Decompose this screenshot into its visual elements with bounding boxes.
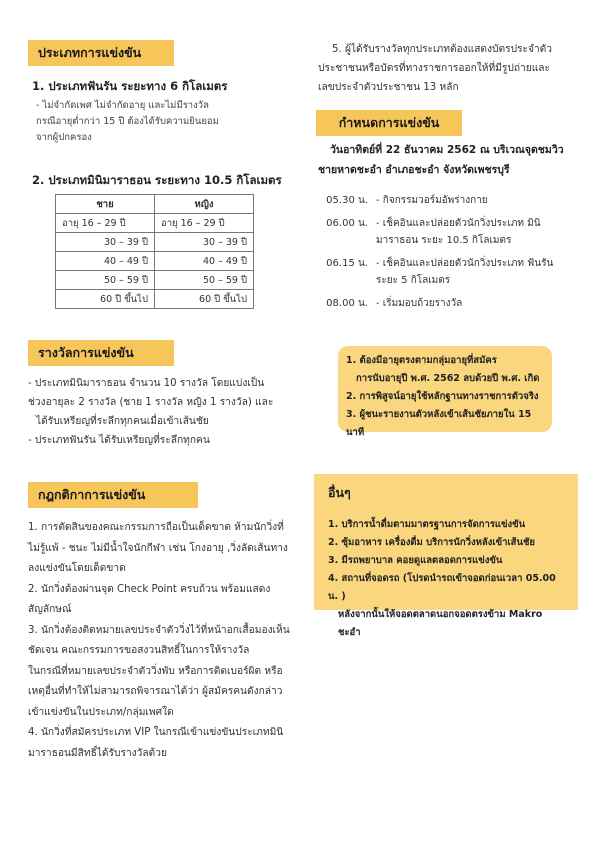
other-info-line: หลังจากนั้นให้จอดตลาดนอกจอดตรงข้าม Makro ชะอำ (338, 609, 543, 638)
rules-text (28, 518, 296, 764)
schedule-desc: - เริ่มมอบถ้วยรางวัล (376, 298, 463, 309)
table-cell: 50 – 59 ปี (155, 271, 254, 290)
notice-line: 1. ต้องมีอายุตรงตามกลุ่มอายุที่สมัคร (346, 355, 497, 366)
table-cell: 60 ปี ขึ้นไป (56, 290, 155, 309)
schedule-desc: - เช็คอินและปล่อยตัวนักวิ่งประเภท ฟันรัน ระยะ 5 กิโลเมตร (376, 258, 554, 286)
other-info-title: อื่นๆ (328, 485, 351, 500)
notice-line: การนับอายุปี พ.ศ. 2562 ลบด้วยปี พ.ศ. เกิด (356, 373, 540, 384)
table-row (56, 252, 254, 271)
schedule-item (316, 215, 586, 249)
other-info-box (314, 474, 578, 638)
rule-line: ชัดเจน คณะกรรมการขอสงวนสิทธิ์ในการให้รางวัล (28, 645, 250, 656)
rule-line: เข้าแข่งขันในประเภท/กลุ่มเพศใด (28, 706, 174, 718)
table-cell: 30 – 39 ปี (56, 233, 155, 252)
schedule-desc: - เช็คอินและปล่อยตัวนักวิ่งประเภท มินิมาราธอน ระยะ 10.5 กิโลเมตร (376, 218, 541, 246)
rule-line: เหตุอื่นที่ทำให้ไม่สามารถพิจารณาได้ว่า ผู้สมัครคนดังกล่าว (28, 686, 283, 697)
schedule-desc: - กิจกรรมวอร์มอัพร่างกาย (376, 195, 488, 206)
notice-line: 2. การพิสูจน์อายุใช้หลักฐานทางราชการตัวจริง (346, 391, 539, 402)
section-header-schedule: กำหนดการแข่งขัน (316, 110, 462, 136)
rule-line: 4. นักวิ่งที่สมัครประเภท VIP ในกรณีเข้าแข่งขันประเภทมินิ (28, 727, 284, 738)
event-date-location (318, 140, 590, 180)
table-cell: อายุ 16 – 29 ปี (155, 214, 254, 233)
awards-line: ได้รับเหรียญที่ระลึกทุกคนเมื่อเข้าเส้นชัย (36, 416, 209, 427)
other-info-line: 2. ซุ้มอาหาร เครื่องดื่ม บริการนักวิ่งหลังเข้าเส้นชัย (328, 537, 535, 548)
table-row (56, 271, 254, 290)
table-cell: 50 – 59 ปี (56, 271, 155, 290)
table-row (56, 290, 254, 309)
rule-line: 2. นักวิ่งต้องผ่านจุด Check Point ครบถ้วน พร้อมแสดง (28, 583, 271, 595)
fun-run-note-line: กรณีอายุต่ำกว่า 15 ปี ต้องได้รับความยินยอม (36, 116, 219, 127)
awards-line: - ประเภทฟันรัน ได้รับเหรียญที่ระลึกทุกคน (28, 435, 210, 446)
rule-5-text (318, 40, 582, 97)
rule-line: 1. การตัดสินของคณะกรรมการถือเป็นเด็ดขาด ห้ามนักวิ่งที่ (28, 522, 284, 533)
rule-line: 3. นักวิ่งต้องติดหมายเลขประจำตัววิ่งไว้ที่หน้าอกเสื้อมองเห็น (28, 624, 290, 636)
rule-5-line: 5. ผู้ได้รับรางวัลทุกประเภทต้องแสดงบัตรประจำตัว (332, 44, 553, 55)
table-cell: 30 – 39 ปี (155, 233, 254, 252)
section-header-rules: กฎกติกาการแข่งขัน (28, 482, 198, 508)
table-cell: 40 – 49 ปี (155, 252, 254, 271)
section-header-awards: รางวัลการแข่งขัน (28, 340, 174, 366)
schedule-time: 05.30 น. (326, 195, 368, 206)
awards-text (28, 374, 290, 450)
table-row (56, 233, 254, 252)
item-mini-marathon-title: 2. ประเภทมินิมาราธอน ระยะทาง 10.5 กิโลเมตร (32, 173, 282, 187)
other-info-line: 1. บริการน้ำดื่มตามมาตรฐานการจัดการแข่งขัน (328, 519, 526, 530)
other-info-line: 4. สถานที่จอดรถ (โปรดนำรถเข้าจอดก่อนเวลา 05.00 น. ) (328, 573, 556, 602)
schedule-item (316, 192, 586, 209)
event-date: วันอาทิตย์ที่ 22 ธันวาคม 2562 ณ บริเวณจุดชมวิว (330, 144, 564, 156)
eligibility-notice-box (338, 346, 552, 438)
schedule-item (316, 255, 586, 289)
fun-run-note (36, 98, 276, 146)
other-info-line: 3. มีรถพยาบาล คอยดูแลตลอดการแข่งขัน (328, 555, 503, 566)
schedule-time: 08.00 น. (326, 298, 368, 309)
rule-line: ลงแข่งขันโดยเด็ดขาด (28, 563, 126, 574)
awards-line: ช่วงอายุละ 2 รางวัล (ชาย 1 รางวัล หญิง 1 รางวัล) และ (28, 397, 274, 408)
schedule-item (316, 295, 586, 312)
event-location: ชายหาดชะอำ อำเภอชะอำ จังหวัดเพชรบุรี (318, 164, 510, 176)
table-cell: 40 – 49 ปี (56, 252, 155, 271)
rule-line: มาราธอนมีสิทธิ์ได้รับรางวัลด้วย (28, 747, 167, 759)
table-row (56, 214, 254, 233)
fun-run-note-line: จากผู้ปกครอง (36, 132, 92, 143)
schedule-time: 06.15 น. (326, 258, 368, 269)
schedule-time: 06.00 น. (326, 218, 368, 229)
column-header-male: ชาย (56, 195, 155, 214)
age-group-table (55, 194, 254, 309)
rule-5-line: ประชาชนหรือบัตรที่ทางราชการออกให้ที่มีรูปถ่ายและ (318, 63, 550, 74)
awards-line: - ประเภทมินิมาราธอน จำนวน 10 รางวัล โดยแบ่งเป็น (28, 378, 265, 389)
rule-line: สัญลักษณ์ (28, 604, 72, 615)
table-cell: อายุ 16 – 29 ปี (56, 214, 155, 233)
column-header-female: หญิง (155, 195, 254, 214)
table-cell: 60 ปี ขึ้นไป (155, 290, 254, 309)
rule-5-line: เลขประจำตัวประชาชน 13 หลัก (318, 82, 459, 93)
fun-run-note-line: - ไม่จำกัดเพศ ไม่จำกัดอายุ และไม่มีรางวัล (36, 100, 209, 111)
section-header-competition-types: ประเภทการแข่งขัน (28, 40, 174, 66)
item-fun-run-title: 1. ประเภทฟันรัน ระยะทาง 6 กิโลเมตร (32, 79, 228, 93)
rule-line: ในกรณีที่หมายเลขประจำตัววิ่งพับ หรือการติดเบอร์ผิด หรือ (28, 665, 283, 677)
schedule-list (316, 192, 586, 312)
rule-line: ไม่รู้แพ้ - ชนะ ไม่มีน้ำใจนักกีฬา เช่น โกงอายุ ,วิ่งลัดเส้นทาง (28, 542, 288, 554)
notice-line: 3. ผู้ชนะรายงานตัวหลังเข้าเส้นชัยภายใน 15 นาที (346, 409, 532, 438)
table-header-row (56, 195, 254, 214)
